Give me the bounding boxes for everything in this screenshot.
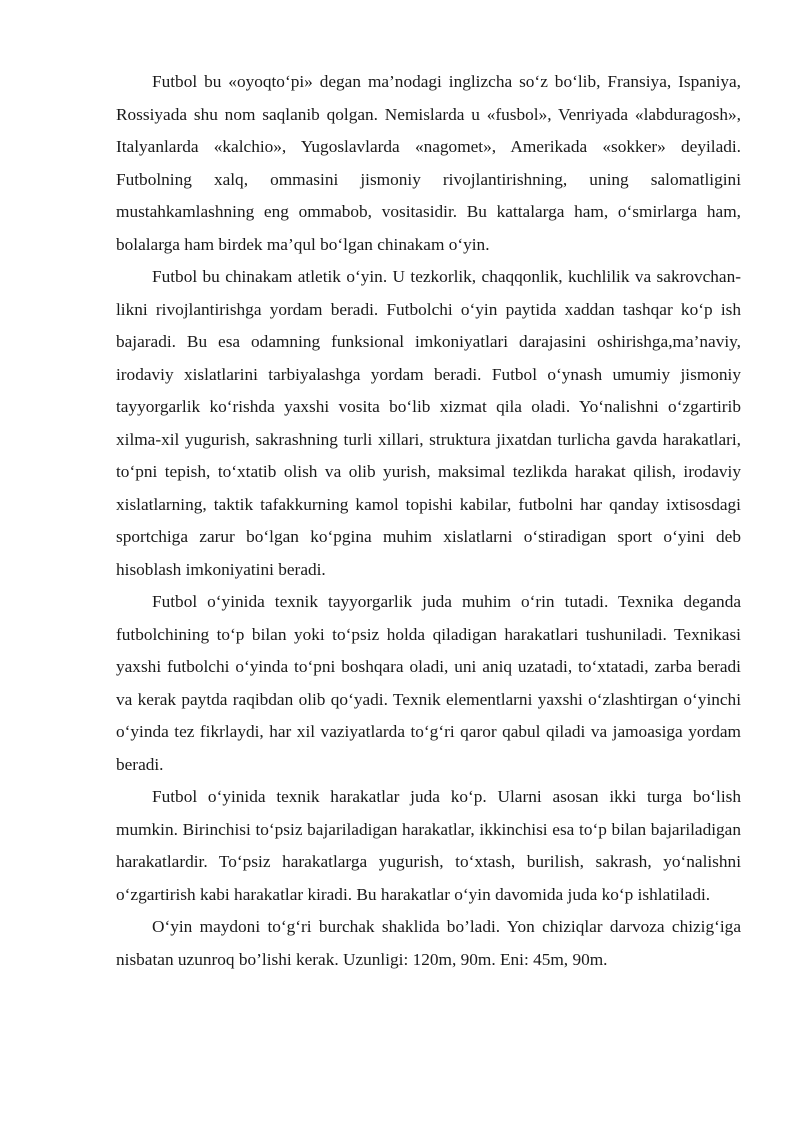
paragraph-technical-actions: Futbol o‘yinida texnik harakatlar juda ko‘p. Ularni asosan ikki turga bo‘lish mumkin. Birinchisi to‘psiz bajariladigan harakatlar, ikkinchisi esa to‘p bilan bajariladigan harakatlardir. To‘psiz harakatlarga yugurish, to‘xtash, burilish, sakrash, yo‘nalishni o‘zgartirish kabi harakatlar kiradi. Bu harakatlar o‘yin davomida juda ko‘p ishlatiladi.	[116, 787, 741, 904]
paragraph-athletic-game: Futbol bu chinakam atletik o‘yin. U tezkorlik, chaqqonlik, kuchlilik va sakrovchan-likni rivojlantirishga yordam beradi. Futbolchi o‘yin paytida xaddan tashqar ko‘p ish bajaradi. Bu esa odamning funksional imkoniyatlari darajasini oshirishga,ma’naviy, irodaviy xislatlarini tarbiyalashga yordam beradi. Futbol o‘ynash umumiy jismoniy tayyorgarlik ko‘rishda yaxshi vosita bo‘lib xizmat qila oladi. Yo‘nalishni o‘zgartirib xilma-xil yugurish, sakrashning turli xillari, struktura jixatdan turlicha gavda harakatlari, to‘pni tepish, to‘xtatib olish va olib yurish, maksimal tezlikda harakat qilish, irodaviy xislatlarning, taktik tafakkurning kamol topishi kabilar, futbolni har qanday ixtisosdagi sportchiga zarur bo‘lgan ko‘pgina muhim xislatlarni o‘stiradigan sport o‘yini deb hisoblash imkoniyatini beradi.	[116, 267, 741, 579]
paragraph-football-origin: Futbol bu «oyoqto‘pi» degan ma’nodagi inglizcha so‘z bo‘lib, Fransiya, Ispaniya, Rossiyada shu nom saqlanib qolgan. Nemislarda u «fusbol», Venriyada «labduragosh», Italyanlarda «kalchio», Yugoslavlarda «nagomet», Amerikada «sokker» deyiladi. Futbolning xalq, ommasini jismoniy rivojlantirishning, uning salomatligini mustahkamlashning eng ommabob, vositasidir. Bu kattalarga ham, o‘smirlarga ham, bolalarga ham birdek ma’qul bo‘lgan chinakam o‘yin.	[116, 72, 741, 254]
paragraph-playing-field: O‘yin maydoni to‘g‘ri burchak shaklida bo’ladi. Yon chiziqlar darvoza chizig‘iga nisbatan uzunroq bo’lishi kerak. Uzunligi: 120m, 90m. Eni: 45m, 90m.	[116, 917, 741, 969]
document-body	[116, 66, 741, 976]
paragraph-technical-preparation: Futbol o‘yinida texnik tayyorgarlik juda muhim o‘rin tutadi. Texnika deganda futbolchining to‘p bilan yoki to‘psiz holda qiladigan harakatlari tushuniladi. Texnikasi yaxshi futbolchi o‘yinda to‘pni boshqara oladi, uni aniq uzatadi, to‘xtatadi, zarba beradi va kerak paytda raqibdan olib qo‘yadi. Texnik elementlarni yaxshi o‘zlashtirgan o‘yinchi o‘yinda tez fikrlaydi, har xil vaziyatlarda to‘g‘ri qaror qabul qiladi va jamoasiga yordam beradi.	[116, 592, 741, 774]
